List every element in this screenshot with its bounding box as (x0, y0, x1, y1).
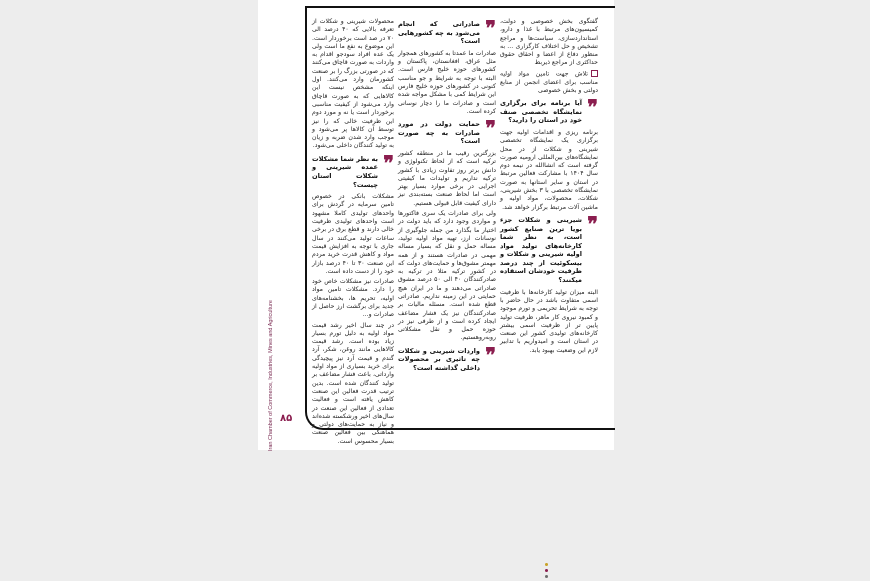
dot-gray (545, 575, 548, 578)
dot-gold (545, 563, 548, 566)
quote-mark-icon: ❞ (485, 116, 496, 141)
paragraph: مشکلات بانکی در خصوص تامین سرمایه در گردش برای واحدهای تولیدی کاملا مشهود است واحدهای تولیدی ظرفیت خالی دارند و قطع برق در برخی ساعات تولید می‌کنند در سال جاری با توجه به افزایش قیمت مواد و کاهش قدرت خرید مردم این صنعت ۳۰ تا ۴۰ درصد بازار خود را از دست داده است. (312, 193, 394, 275)
question-heading (398, 16, 496, 46)
paragraph-text: تلاش جهت تامین مواد اولیه مناسب برای اعضای انجمن از منابع دولتی و بخش خصوصی (500, 70, 598, 94)
question-text: واردات شیرینی و شکلات چه تاثیری بر محصولات داخلی گذاشته است؟ (398, 346, 480, 372)
paragraph: گفتگوی بخش خصوصی و دولت، کمیسیون‌های مرتبط با غذا و دارو، استانداردسازی، سیاست‌ها و مراجع تشخیص و حل اختلاف کارگزاری ... به منظور دفاع از اعضا و احقاق حقوق حداکثری از مراجع ذیربط (500, 18, 598, 67)
question-text: حمایت دولت در مورد صادرات به چه صورت است؟ (398, 120, 480, 146)
column-middle (398, 16, 496, 377)
paragraph: صادرات ما عمدتا به کشورهای همجوار مثل عراق، افغانستان، پاکستان و کشورهای حوزه خلیج فارس است. البته با توجه به شرایط و جو مناسب کنونی در کشورهای حوزه خلیج فارس این شرایط کمی با مشکل مواجه شده است و صادرات ما را دچار نوسانی کرده است. (397, 49, 496, 115)
page-number: ۸۵ (280, 413, 293, 424)
question-text: آیا برنامه برای برگزاری نمایشگاه تخصصی صنف خود در استان را دارید؟ (500, 99, 582, 125)
question-heading (311, 150, 394, 189)
quote-mark-icon: ❞ (587, 211, 598, 236)
paragraph (500, 70, 598, 95)
quote-mark-icon: ❞ (587, 95, 598, 120)
quote-mark-icon: ❞ (485, 342, 496, 367)
question-heading (500, 95, 598, 125)
paragraph: در چند سال اخیر رشد قیمت مواد اولیه به دلیل تورم بسیار زیاد بوده است. رشد قیمت کالاهایی مانند روغن، شکر، آرد گندم و قیمت آرد نیز پیچیدگی برای خرید بسیاری از مواد اولیه وارداتی، باعث فشار مضاعف بر تولید کنندگان شده است. بدین ترتیب قدرت فعالین این صنعت کاهش یافته است و فعالیت تعدادی از فعالین این صنعت در سال‌های اخیر ورشکسته شده‌اند و نیاز به حمایت‌های دولتی و هماهنگی بین فعالین صنعت بسیار محسوس است. (312, 321, 394, 445)
question-text: شیرینی و شکلات جزء بویا ترین صنایع کشور است، به نظر شما کارخانه‌های تولید مواد اولیه شیرینی و شکلات و بیسکوئیت از چند درصد ظرفیت خودشان استفاده میکنند؟ (500, 215, 582, 285)
quote-mark-icon: ❞ (485, 16, 496, 40)
dot-magenta (545, 569, 548, 572)
paragraph: ولی برای صادرات یک سری فاکتورها و مواردی وجود دارد که باید دولت در اختیار ما بگذارد من جمله جلوگیری از نوسانات ارز، تهیه مواد اولیه تولید، مساله حمل و نقل که بسیار مساله مهمی در صادرات هستند و از همه مهمتر مشوق‌ها و حمایت‌های دولت که در کشور ترکیه مثلا در ترکیه به صادرکنندگان ۴۰ الی ۵۰ درصد مشوق صادراتی می‌دهند و ما در ایران هیچ حمایتی در این زمینه نداریم. صادراتی قطع شده است. مسئله مالیات بر صادرکنندگان نیز یک فشار مضاعف ایجاد کرده است و از طرفی نیز در حوزه حمل و نقل مشکلاتی روبه‌روهستیم. (398, 210, 496, 342)
quote-mark-icon: ❞ (383, 150, 394, 175)
question-text: صادراتی که انجام می‌شود به چه کشورهایی است؟ (398, 20, 480, 46)
column-left (312, 18, 394, 448)
question-heading (500, 211, 598, 285)
paragraph: برنامه ریزی و اقدامات اولیه جهت برگزاری یک نمایشگاه تخصصی شیرینی و شکلات از در محل نمایشگاه‌های بین‌المللی ارومیه صورت گرفته است که انشاالله در نیمه دوم سال ۱۴۰۴ با مشارکت فعالین مرتبط در استان و سایر استانها به صورت نمایشگاه تخصصی با ۳ بخش شیرینی، شکلات، محصولات، مواد اولیه و ماشین آلات مرتبط برگزار خواهد شد. (500, 128, 598, 211)
paragraph: صادرات نیز مشکلات خاص خود را دارد. مشکلات تامین مواد اولیه، تحریم ها، بخشنامه‌های جدید برای برگشت ارز حاصل از صادرات و... (312, 278, 394, 319)
column-right (500, 18, 598, 357)
paragraph: محصولات شیرینی و شکلات از تعرفه بالایی که ۴۰ درصد الی ۷۰ در صد است برخوردار است. این موضوع به نفع ما است ولی یک عده افراد سودجو اقدام به واردات به صورت قاچاق می‌کنند که در صورتی بزرگ را بر صنعت کشورمان وارد می‌کنند. اول اینکه مشخص نیست این کالاهایی که به صورت قاچاق وارد می‌شود از کیفیت مناسبی برخوردار است یا نه و مورد دوم این ظرفیت خالی که را نیز توسط آن کالاها پر می‌شود و موجب وارد شدن ضربه و زیان به تولید کنندگان داخلی می‌شود. (312, 18, 394, 150)
side-title: Iran Chamber of Commerce, Industries, Mines and Agriculture (268, 300, 274, 452)
paragraph: بزرگترین رقیب ما در منطقه کشور ترکیه است که از لحاظ تکنولوژی و دانش برتر روز تفاوت زیادی با کشور ترکیه نداریم و تولیدات ما کیفیتی اجرایی در برخی موارد بسیار بهتر است اما لحاظ صنعت بسته‌بندی نیز دارای کیفیت قابل قبولی هستیم. (398, 149, 496, 207)
question-heading (398, 116, 496, 146)
paragraph: البته میزان تولید کارخانه‌ها با ظرفیت اسمی متفاوت باشد در حال حاضر با توجه به شرایط تحریمی و تورم موجود و کمبود نیروی کار ماهر، ظرفیت تولید پایین تر از ظرفیت اسمی بیشتر کارخانه‌های تولیدی کشور این صنعت در استان است و امیدواریم با تدابیر لازم این وضعیت بهبود یابد. (500, 288, 598, 354)
question-heading (398, 342, 496, 373)
color-dots (545, 563, 549, 581)
question-text: به نظر شما مشکلات عمده شیرینی و شکلات استان چیست؟ (311, 154, 378, 189)
square-bullet-icon (591, 70, 598, 77)
